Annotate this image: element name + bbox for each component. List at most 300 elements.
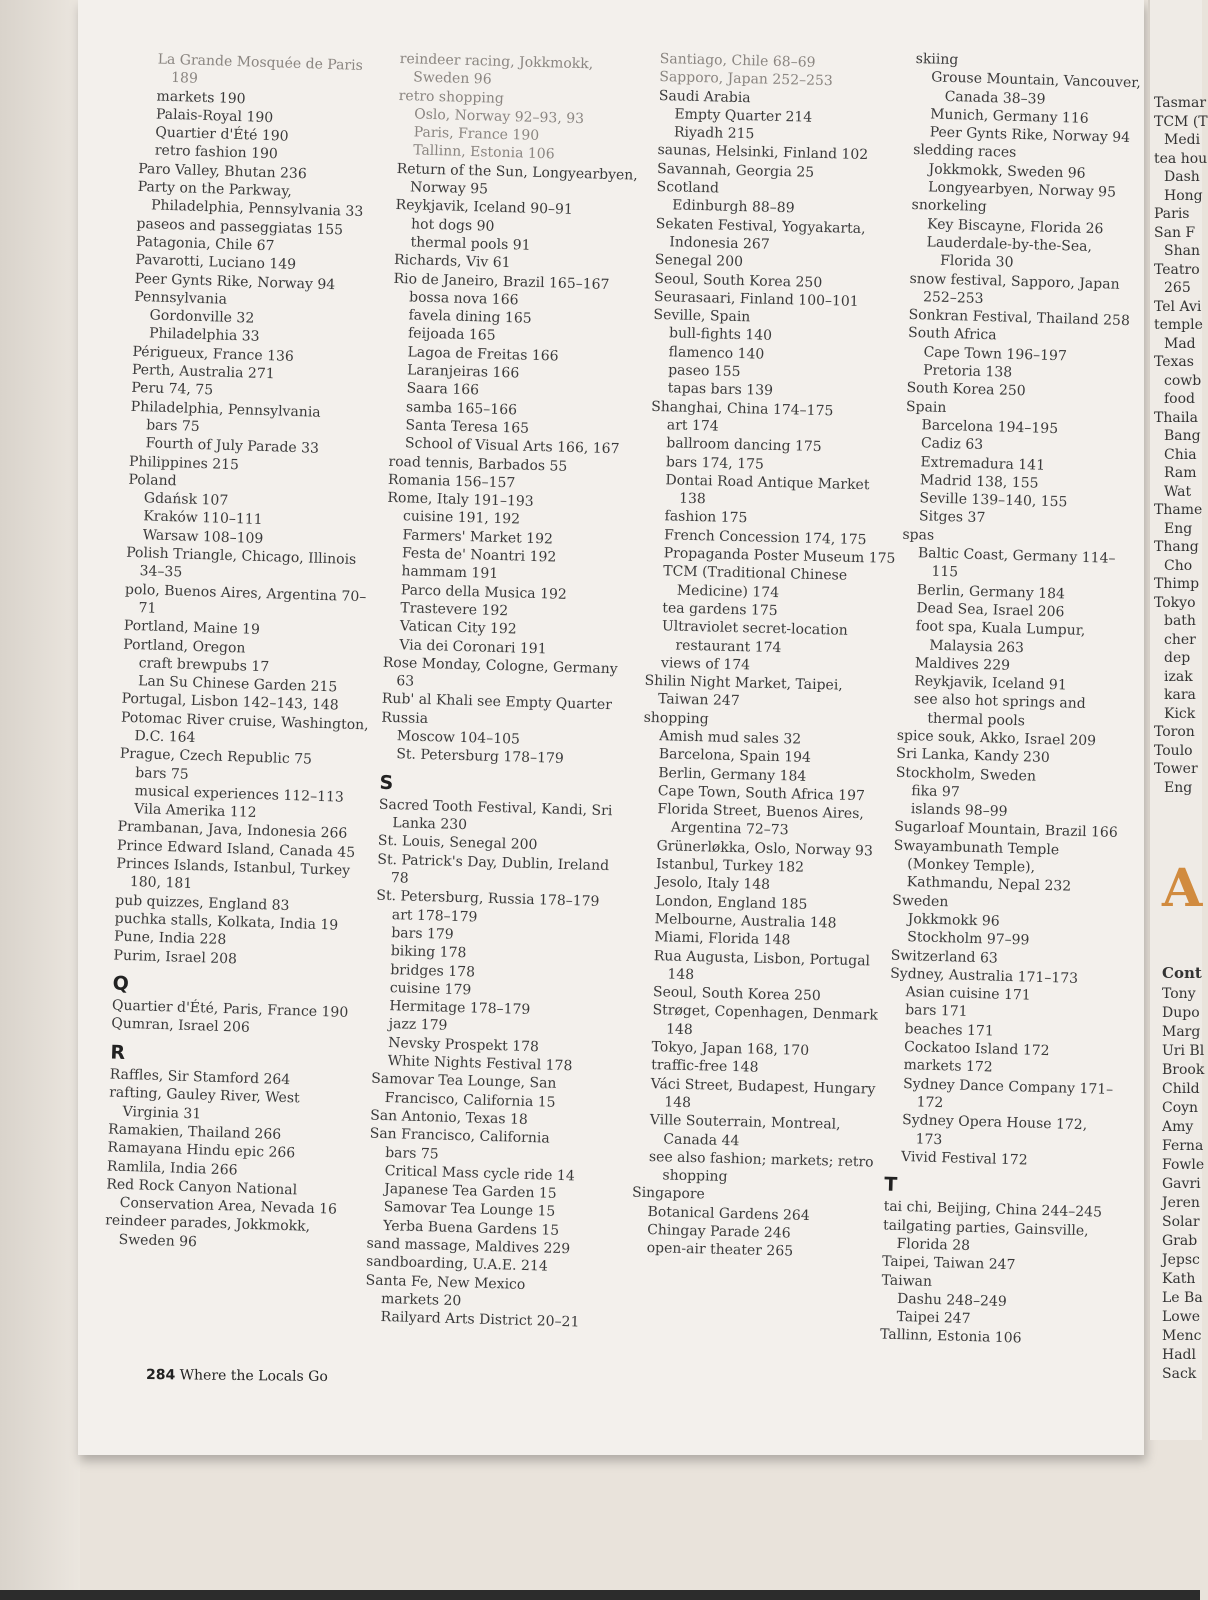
facing-page-fragment-line: Tasmar [1154,95,1207,111]
facing-page-fragment-line: TCM (T [1154,113,1208,130]
index-entry: Shanghai, China 174–175 [651,398,834,419]
index-entry: road tennis, Barbados 55 [388,453,568,475]
index-subentry: Moscow 104–105 [396,728,521,748]
contributor-name-fragment: Lowe [1162,1309,1200,1325]
facing-page-fragment-line: cher [1164,631,1196,648]
facing-page-fragment-line: kara [1164,687,1196,703]
contributor-name-fragment: Jeren [1162,1195,1200,1211]
index-entry: Perth, Australia 271 [131,361,275,383]
index-entry: Peru 74, 75 [131,380,214,399]
index-subentry: Ville Souterrain, Montreal, Canada 44 [649,1112,841,1149]
index-entry: Portland, Oregon [123,636,246,657]
index-subentry: Hermitage 178–179 [389,998,531,1019]
index-subentry: Barcelona, Spain 194 [658,746,812,767]
index-entry: Philippines 215 [128,453,240,473]
index-subentry: Palais-Royal 190 [155,106,274,127]
index-subentry: Via dei Coronari 191 [399,636,547,657]
index-subentry: Sydney Opera House 172, 173 [901,1112,1088,1148]
index-subentry: Jokkmokk 96 [907,911,1000,930]
facing-page-fragment-line: Dash [1164,169,1200,185]
index-subentry: White Nights Festival 178 [387,1053,573,1075]
index-entry: Ramlila, India 266 [106,1157,238,1179]
index-entry: Return of the Sun, Longyearbyen, Norway 95 [396,160,638,198]
index-subentry: London, England 185 [655,892,808,913]
index-entry: snow festival, Sapporo, Japan 252–253 [909,270,1120,307]
index-entry: Tallinn, Estonia 106 [879,1326,1022,1347]
index-entry: shopping [643,709,709,728]
index-subentry: Parco della Musica 192 [400,581,568,603]
facing-page-fragment-line: dep [1164,650,1191,666]
index-entry: tailgating parties, Gainsville, Florida 28 [882,1217,1089,1254]
index-entry: South Africa [907,325,997,344]
index-entry: sledding races [912,142,1017,162]
index-subentry: favela dining 165 [408,307,532,327]
facing-page-fragment-line: Shan [1164,243,1200,259]
index-subentry: markets 190 [156,88,246,107]
index-subentry: samba 165–166 [405,398,518,419]
index-entry: San Antonio, Texas 18 [370,1107,529,1128]
index-entry: snorkeling [911,197,987,216]
index-entry: Périgueux, France 136 [132,343,295,365]
index-subentry: art 178–179 [391,906,478,926]
facing-page-fragment-line: San F [1154,224,1196,241]
index-entry: Stockholm, Sweden [895,764,1037,785]
index-subentry: art 174 [666,417,719,435]
index-subentry: Extremadura 141 [920,453,1046,474]
index-entry: rafting, Gauley River, West Virginia 31 [108,1084,300,1123]
contributor-name-fragment: Kath [1162,1271,1196,1287]
index-subentry: feijoada 165 [407,325,496,345]
contributor-name-fragment: Brook [1162,1062,1205,1078]
index-subentry: Dead Sea, Israel 206 [916,600,1065,621]
index-entry: Prambanan, Java, Indonesia 266 [117,819,348,843]
index-entry: South Korea 250 [906,380,1026,400]
index-subentry: Kraków 110–111 [143,508,263,529]
index-entry: St. Patrick's Day, Dublin, Ireland 78 [377,851,610,887]
book-title: Where the Locals Go [179,1367,328,1385]
facing-page-fragment-line: Paris [1154,206,1190,222]
index-entry: Singapore [631,1185,706,1203]
index-subentry: Reykjavik, Iceland 91 [914,673,1067,694]
index-subentry: Cadiz 63 [920,435,984,454]
index-subentry: musical experiences 112–113 [134,783,345,806]
index-subentry: La Grande Mosquée de Paris 189 [157,51,364,88]
facing-page-fragment-line: Mad [1164,335,1196,352]
index-letter-heading: Q [112,972,130,995]
index-subentry: Munich, Germany 116 [929,106,1089,127]
index-subentry: Barcelona 194–195 [921,417,1059,438]
contributor-name-fragment: Sack [1162,1366,1197,1382]
index-subentry: Botanical Gardens 264 [647,1203,810,1224]
facing-page-fragment-line: Kick [1164,705,1196,722]
index-entry: Romania 156–157 [387,471,516,492]
index-subentry: hot dogs 90 [410,216,495,235]
index-subentry: Propaganda Poster Museum 175 [663,545,896,567]
index-entry: tai chi, Beijing, China 244–245 [883,1198,1103,1222]
index-entry: Samovar Tea Lounge, San Francisco, California 15 [371,1070,557,1111]
index-entry: Seurasaari, Finland 100–101 [653,288,859,310]
index-subentry: Melbourne, Australia 148 [654,911,837,932]
facing-page-fragment-line: Tower [1154,761,1198,777]
index-letter-heading: S [379,771,394,794]
index-subentry: bridges 178 [390,961,476,980]
index-subentry: tea gardens 175 [662,600,778,619]
index-subentry: retro fashion 190 [154,142,279,163]
index-subentry: Stockholm 97–99 [906,929,1030,949]
index-subentry: bars 171 [904,1002,968,1021]
index-subentry: Saara 166 [406,380,480,399]
index-subentry: thermal pools 91 [410,234,531,254]
index-entry: Rio de Janeiro, Brazil 165–167 [393,270,610,293]
index-entry: Purim, Israel 208 [113,947,238,967]
index-letter-heading: R [110,1041,126,1064]
index-subentry: Sitges 37 [918,508,986,527]
page-footer [146,1367,328,1385]
index-entry: Qumran, Israel 206 [111,1015,250,1037]
index-subentry: Trastevere 192 [400,600,509,620]
index-subentry: Laranjeiras 166 [406,362,520,382]
index-entry: reindeer parades, Jokkmokk, Sweden 96 [104,1212,311,1251]
index-column-1 [104,50,392,1256]
index-subentry: French Concession 174, 175 [663,526,867,548]
index-entry: Philadelphia, Pennsylvania [130,398,321,421]
facing-page-fragment [1148,0,1208,1440]
index-entry: Red Rock Canyon National Conservation Area, Nevada 16 [106,1176,338,1218]
index-entry: Saudi Arabia [658,87,751,106]
index-entry: Seville, Spain [653,307,751,326]
index-subentry: Oslo, Norway 92–93, 93 [413,106,585,128]
facing-page-fragment-line: Thang [1154,539,1199,555]
index-subentry: see also fashion; markets; retro shopping [648,1148,874,1186]
contributors-heading: Cont [1162,964,1202,982]
index-subentry: Critical Mass cycle ride 14 [384,1162,575,1185]
index-entry: Potomac River cruise, Washington, D.C. 164 [120,709,369,746]
index-subentry: St. Petersburg 178–179 [396,746,565,768]
facing-page-fragment-line: temple [1154,317,1203,333]
index-subentry: Farmers' Market 192 [402,526,554,548]
index-subentry: Maldives 229 [914,655,1011,674]
index-subentry: views of 174 [660,655,751,674]
index-entry: Richards, Viv 61 [393,252,511,272]
facing-page-fragment-line: Wat [1164,483,1192,500]
index-subentry: Festa de' Noantri 192 [401,545,557,566]
facing-page-fragment-line: Eng [1164,520,1193,537]
table-edge [0,1590,1200,1600]
index-entry: Ramakien, Thailand 266 [107,1121,282,1143]
index-subentry: Lan Su Chinese Garden 215 [137,673,338,696]
index-subentry: Rua Augusta, Lisbon, Portugal 148 [653,947,871,983]
index-subentry: bars 179 [391,925,454,943]
index-subentry: Seoul, South Korea 250 [652,984,821,1005]
index-subentry: biking 178 [390,943,467,962]
index-subentry: Dontai Road Antique Market 138 [665,472,870,508]
index-subentry: Madrid 138, 155 [919,472,1039,492]
index-subentry: Istanbul, Turkey 182 [655,856,805,876]
index-entry: Santa Fe, New Mexico [365,1272,526,1293]
index-entry: Raffles, Sir Stamford 264 [109,1066,291,1089]
index-subentry: Asian cuisine 171 [905,984,1031,1004]
index-subentry: Philadelphia 33 [148,325,260,346]
contributor-name-fragment: Amy [1162,1119,1194,1135]
page-shadow-edge [0,0,80,1600]
index-entry: Pennsylvania [133,288,228,308]
index-subentry: Yerba Buena Gardens 15 [382,1217,560,1239]
index-entry: Taipei, Taiwan 247 [881,1253,1016,1274]
index-subentry: Cape Town 196–197 [923,344,1068,365]
index-subentry: fashion 175 [664,508,748,527]
index-entry: Rose Monday, Cologne, Germany 63 [382,654,618,690]
facing-page-fragment-line: 265 [1164,280,1191,296]
index-entry: Pune, India 228 [113,928,227,949]
index-entry: Ramayana Hindu epic 266 [107,1139,296,1162]
index-subentry: Jesolo, Italy 148 [655,874,771,894]
facing-page-fragment-line: Texas [1154,354,1194,370]
index-entry: Polish Triangle, Chicago, Illinois 34–35 [125,544,357,581]
index-entry: Pavarotti, Luciano 149 [135,252,297,274]
index-subentry: Grouse Mountain, Vancouver, Canada 38–39 [931,69,1142,108]
index-entry: Santiago, Chile 68–69 [659,50,816,71]
facing-page-fragment-line: izak [1164,668,1193,685]
index-subentry: Japanese Tea Garden 15 [383,1181,557,1202]
index-entry: Reykjavik, Iceland 90–91 [395,197,574,219]
index-entry: Seoul, South Korea 250 [654,270,823,291]
index-subentry: Grünerløkka, Oslo, Norway 93 [656,837,874,860]
contributor-name-fragment: Jepsc [1162,1252,1200,1268]
index-subentry: TCM (Traditional Chinese Medicine) 174 [663,563,848,601]
index-subentry: Paris, France 190 [413,124,540,145]
facing-page-fragment-line: Tokyo [1154,594,1196,611]
facing-page-fragment-line: cowb [1164,372,1202,389]
index-entry: Senegal 200 [654,252,744,271]
facing-page-fragment-line: Bang [1164,428,1201,444]
index-column-3 [630,50,909,1263]
index-entry: Paro Valley, Bhutan 236 [138,160,307,183]
facing-page-fragment-line: Tel Avi [1154,298,1202,315]
index-subentry: cuisine 179 [389,979,472,999]
index-subentry: Lauderdale-by-the-Sea, Florida 30 [926,234,1093,272]
index-subentry: Tokyo, Japan 168, 170 [651,1039,810,1059]
index-entry: Patagonia, Chile 67 [135,233,275,255]
contributor-name-fragment: Coyn [1162,1100,1199,1116]
facing-page-fragment-line: Chia [1164,446,1197,463]
index-subentry: Jokkmokk, Sweden 96 [928,161,1086,182]
index-entry: St. Petersburg, Russia 178–179 [376,888,600,911]
index-subentry: Riyadh 215 [673,124,755,143]
contributor-name-fragment: Grab [1162,1233,1198,1249]
index-subentry: Dashu 248–249 [896,1290,1007,1310]
index-entry: Prince Edward Island, Canada 45 [116,837,356,861]
index-entry: Sri Lanka, Kandy 230 [896,746,1050,767]
contributor-name-fragment: Dupo [1162,1005,1200,1021]
facing-page-fragment-line: food [1164,391,1196,407]
index-subentry: Amish mud sales 32 [659,728,802,748]
index-entry: Portugal, Lisbon 142–143, 148 [121,691,339,714]
index-subentry: markets 20 [380,1290,462,1310]
index-entry: sandboarding, U.A.E. 214 [365,1253,548,1275]
index-subentry: Key Biscayne, Florida 26 [926,216,1104,237]
index-subentry: islands 98–99 [910,801,1008,821]
index-subentry: Tallinn, Estonia 106 [412,142,555,163]
index-entry: Sapporo, Japan 252–253 [659,69,833,90]
index-subentry: Baltic Coast, Germany 114–115 [917,545,1116,581]
index-subentry: bars 75 [384,1144,439,1163]
index-entry: retro shopping [398,87,505,107]
index-subentry: Taipei 247 [896,1309,971,1328]
index-entry: Spain [905,398,947,416]
index-entry: spice souk, Akko, Israel 209 [896,727,1097,750]
index-subentry: ballroom dancing 175 [666,435,822,456]
index-subentry: Gdańsk 107 [143,490,229,510]
contributor-name-fragment: Uri Bl [1162,1043,1205,1059]
index-entry: Switzerland 63 [890,947,999,967]
contributor-name-fragment: Tony [1162,986,1196,1002]
index-subentry: Gordonville 32 [149,307,255,327]
index-subentry: Sydney Dance Company 171–172 [902,1075,1114,1112]
index-entry: Sacred Tooth Festival, Kandi, Sri Lanka 230 [378,796,613,834]
index-entry: saunas, Helsinki, Finland 102 [657,142,869,164]
contributor-name-fragment: Menc [1162,1328,1202,1344]
index-entry: Princes Islands, Istanbul, Turkey 180, 181 [116,855,351,893]
section-letter-a: A [1162,858,1203,919]
contributor-name-fragment: Marg [1162,1024,1201,1040]
contributor-name-fragment: Ferna [1162,1138,1204,1154]
facing-page-fragment-line: Teatro [1154,261,1200,278]
index-subentry: open-air theater 265 [646,1240,794,1260]
index-subentry: Vila Amerika 112 [133,801,257,822]
index-entry: Prague, Czech Republic 75 [119,745,313,768]
index-subentry: Vatican City 192 [399,618,517,638]
facing-page-fragment-line: Hong [1164,187,1203,204]
index-subentry: Seville 139–140, 155 [919,490,1068,511]
index-entry: San Francisco, California [369,1125,550,1147]
index-entry: Taiwan [881,1272,933,1290]
facing-page-fragment-line: Thame [1154,502,1203,518]
index-subentry: traffic-free 148 [650,1057,759,1077]
index-subentry: Railyard Arts District 20–21 [380,1309,580,1331]
facing-page-fragment-line: tea hou [1154,150,1208,167]
index-subentry: Berlin, Germany 184 [916,581,1066,602]
index-letter-heading: T [883,1173,898,1197]
facing-page-fragment-line: Medi [1164,132,1201,148]
page-number: 284 [145,1367,176,1384]
index-entry: Swayambunath Temple (Monkey Temple), Kathmandu, Nepal 232 [893,837,1072,896]
index-entry: reindeer racing, Jokkmokk, Sweden 96 [399,50,594,88]
index-subentry: tapas bars 139 [667,380,774,400]
index-entry: Shilin Night Market, Taipei, Taiwan 247 [644,672,843,710]
index-subentry: bars 174, 175 [665,453,765,473]
index-subentry: beaches 171 [904,1020,994,1040]
index-subentry: bars 75 [145,417,200,435]
index-subentry: fika 97 [911,783,960,801]
index-entry: Sekaten Festival, Yogyakarta, Indonesia 267 [655,215,866,253]
index-entry: Scotland [656,179,720,197]
index-subentry: Vivid Festival 172 [900,1148,1028,1169]
index-subentry: paseo 155 [667,362,741,381]
contributor-name-fragment: Le Ba [1162,1290,1203,1306]
facing-page-fragment-line: Toulo [1154,742,1193,759]
index-subentry: Cockatoo Island 172 [903,1039,1050,1060]
contributor-name-fragment: Solar [1162,1214,1200,1230]
index-entry: paseos and passeggiatas 155 [136,215,344,239]
index-subentry: Strøget, Copenhagen, Denmark 148 [652,1002,879,1038]
index-subentry: markets 172 [903,1057,993,1076]
index-entry: Party on the Parkway, Philadelphia, Pennsylvania 33 [137,179,364,221]
index-subentry: Florida Street, Buenos Aires, Argentina 72–73 [657,801,865,839]
index-entry: pub quizzes, England 83 [115,892,290,914]
index-subentry: Edinburgh 88–89 [672,197,795,217]
facing-page-fragment-line: Thaila [1154,409,1199,426]
index-subentry: Quartier d'Été 190 [155,124,289,145]
facing-page-fragment-line: Cho [1164,557,1193,574]
facing-page-fragment-line: Ram [1164,465,1197,481]
index-subentry: Samovar Tea Lounge 15 [383,1199,556,1221]
contributor-name-fragment: Gavri [1162,1176,1201,1192]
index-subentry: see also hot springs and thermal pools [913,691,1086,729]
index-subentry: Váci Street, Budapest, Hungary 148 [650,1075,876,1111]
index-entry: puchka stalls, Kolkata, India 19 [114,910,339,934]
index-entry: sand massage, Maldives 229 [366,1235,571,1258]
index-subentry: Warsaw 108–109 [142,526,264,547]
index-entry: spas [902,526,935,544]
index-subentry: Cape Town, South Africa 197 [657,783,866,805]
index-subentry: foot spa, Kuala Lumpur, Malaysia 263 [915,618,1086,656]
index-subentry: Pretoria 138 [922,362,1013,381]
index-column-2 [364,50,650,1333]
facing-page-fragment-line: Toron [1154,724,1195,740]
index-entry: Portland, Maine 19 [123,617,261,639]
index-subentry: hammam 191 [401,563,499,583]
contributor-name-fragment: Hadl [1162,1347,1196,1363]
index-subentry: School of Visual Arts 166, 167 [404,435,620,458]
index-subentry: bossa nova 166 [408,289,519,309]
index-entry: Sweden [892,892,949,910]
index-subentry: Longyearbyen, Norway 95 [927,179,1117,201]
index-entry: skiing [915,50,959,69]
facing-page-fragment-line: bath [1164,613,1196,629]
index-entry: Peer Gynts Rike, Norway 94 [134,270,336,293]
index-subentry: bars 75 [135,764,189,783]
contributor-name-fragment: Child [1162,1081,1200,1097]
index-column-4 [880,50,1146,1351]
index-subentry: craft brewpubs 17 [138,655,270,676]
index-subentry: Peer Gynts Rike, Norway 94 [929,124,1131,147]
index-subentry: Santa Teresa 165 [405,417,530,437]
index-subentry: Miami, Florida 148 [654,929,791,949]
index-subentry: Berlin, Germany 184 [658,764,807,785]
index-subentry: Ultraviolet secret-location restaurant 174 [661,618,848,656]
index-subentry: jazz 179 [388,1016,448,1035]
index-subentry: Empty Quarter 214 [674,106,813,126]
facing-page-fragment-line: Thimp [1154,576,1200,592]
index-entry: Sonkran Festival, Thailand 258 [908,307,1131,330]
index-entry: polo, Buenos Aires, Argentina 70–71 [124,581,367,617]
index-entry: Rome, Italy 191–193 [387,489,534,511]
index-entry: St. Louis, Senegal 200 [377,833,538,854]
index-subentry: Fourth of July Parade 33 [145,435,320,457]
index-subentry: Nevsky Prospekt 178 [388,1034,540,1055]
facing-page-fragment-line: Eng [1164,779,1193,796]
index-subentry: cuisine 191, 192 [402,508,521,528]
index-entry: Quartier d'Été, Paris, France 190 [111,997,349,1022]
index-entry: Poland [128,471,177,490]
index-entry: Sydney, Australia 171–173 [889,965,1079,987]
index-subentry: Chingay Parade 246 [646,1222,791,1242]
index-entry: Rub' al Khali see Empty Quarter [381,691,613,714]
index-subentry: flamenco 140 [668,344,765,363]
index-entry: Russia [381,709,429,727]
index-subentry: Lagoa de Freitas 166 [407,344,559,365]
index-entry: Savannah, Georgia 25 [656,160,815,181]
